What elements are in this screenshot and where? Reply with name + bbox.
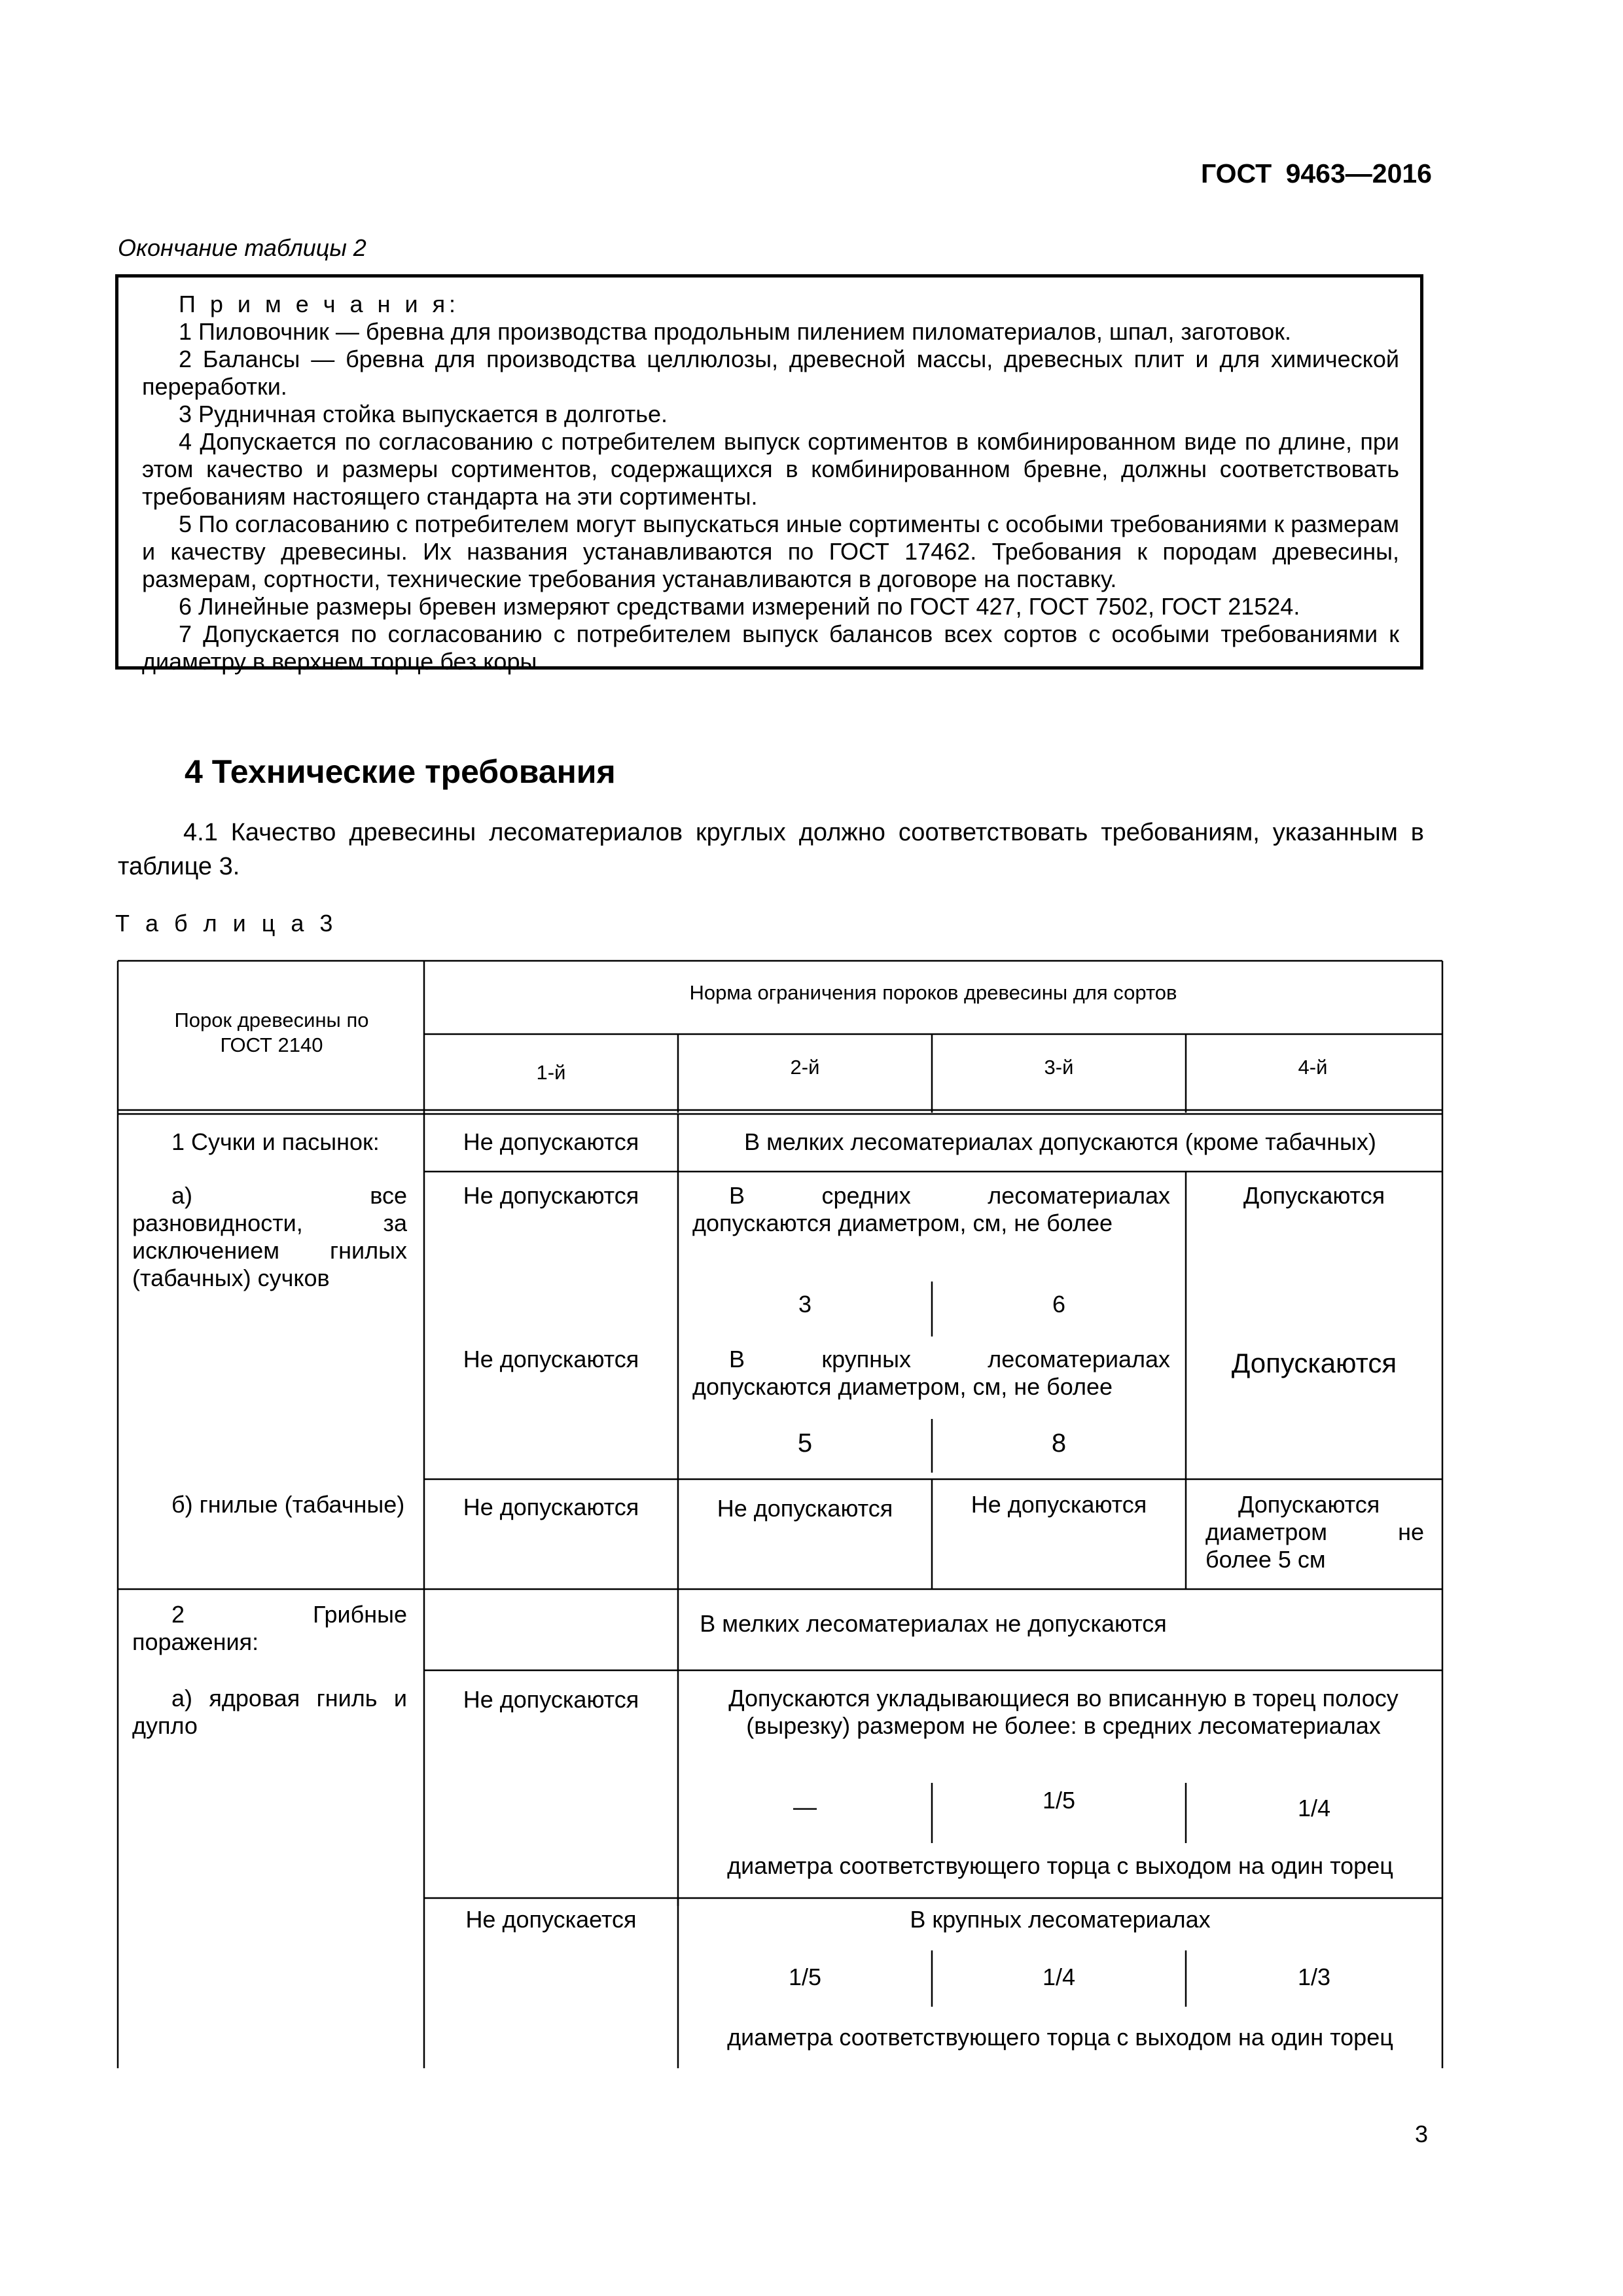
row-fungal-a-medium: Допускаются укладывающиеся во вписанную в торец полосу (вырезку) размером не более: в средних лесоматериалах <box>728 1685 1399 1739</box>
row-knots-a-label: а) все разновидности, за исключением гнилых (табачных) сучков <box>132 1182 407 1291</box>
row-fungal-a-grade-1: Не допускаются <box>463 1686 639 1713</box>
note-6: 6 Линейные размеры бревен измеряют средствами измерений по ГОСТ 427, ГОСТ 7502, ГОСТ 21524. <box>179 593 1300 620</box>
row-fungal-a-grade-4: 1/4 <box>1297 1795 1331 1821</box>
row-fungal-a-grade-3: 1/5 <box>1042 1787 1076 1814</box>
row-fungal-a-footnote: диаметра соответствующего торца с выходом на один торец <box>727 1852 1393 1879</box>
document-code: ГОСТ 9463—2016 <box>1200 158 1432 188</box>
table-continuation-label: Окончание таблицы 2 <box>118 234 366 261</box>
row-knots-a-grade-2: 3 <box>798 1291 812 1318</box>
row-knots-a-medium: В средних лесоматериалах допускаются диаметром, см, не более <box>692 1182 1170 1236</box>
paragraph-4-1-text: 4.1 Качество древесины лесоматериалов круглых должно соответствовать требованиям, указанным в таблице 3. <box>118 819 1424 880</box>
row-fungal-a2-large: В крупных лесоматериалах <box>910 1906 1211 1933</box>
header-grade-4: 4-й <box>1298 1056 1328 1079</box>
row-knots-a-grade-1: Не допускаются <box>463 1182 639 1209</box>
row-fungal-a2-grade-3: 1/4 <box>1042 1964 1076 1990</box>
row-fungal-a2-grade-2: 1/5 <box>788 1964 822 1990</box>
section-title: 4 Технические требования <box>185 753 616 790</box>
row-knots-b-grade-2: Не допускаются <box>717 1495 893 1522</box>
header-defect: Порок древесины по ГОСТ 2140 <box>174 1009 369 1056</box>
note-5: 5 По согласованию с потребителем могут выпускаться иные сортименты с особыми требованиями к размерам и качеству древесины. Их названия устанавливаются по ГОСТ 17462. Требования к породам древесины, размерам, сортности, технические требования устанавливаются в договоре на поставку. <box>142 511 1399 592</box>
row-knots-a-grade-3: 6 <box>1052 1291 1066 1318</box>
note-7: 7 Допускается по согласованию с потребителем выпуск балансов всех сортов с особыми требованиями к диаметру в верхнем торце без коры. <box>142 620 1399 675</box>
row-fungal-span: В мелких лесоматериалах не допускаются <box>700 1610 1167 1637</box>
row-fungal-a2-grade-1: Не допускается <box>465 1906 637 1933</box>
row-knots-a2-large: В крупных лесоматериалах допускаются диаметром, см, не более <box>692 1346 1170 1400</box>
row-knots-a-grade-4: Допускаются <box>1243 1182 1385 1209</box>
row-knots-b-grade-1: Не допускаются <box>463 1494 639 1520</box>
row-fungal-label: 2 Грибные поражения: <box>132 1601 407 1655</box>
row-knots-b-grade-3: Не допускаются <box>971 1491 1147 1518</box>
row-knots-label: 1 Сучки и пасынок: <box>171 1128 380 1155</box>
row-knots-a2-grade-3: 8 <box>1051 1429 1067 1458</box>
row-knots-a2-grade-1: Не допускаются <box>463 1346 639 1372</box>
note-4: 4 Допускается по согласованию с потребителем выпуск сортиментов в комбинированном виде по длине, при этом качество и размеры сортиментов, содержащихся в комбинированном бревне, должны соответствовать требованиям настоящего стандарта на эти сортименты. <box>142 428 1399 510</box>
table-caption: Т а б л и ц а 3 <box>115 910 338 937</box>
page-number: 3 <box>1414 2121 1428 2147</box>
row-knots-b-grade-4: Допускаются диаметром не более 5 см <box>1205 1491 1424 1573</box>
note-2: 2 Балансы — бревна для производства целлюлозы, древесной массы, древесных плит и для химической переработки. <box>142 346 1399 400</box>
row-fungal-a-label: а) ядровая гниль и дупло <box>132 1685 407 1739</box>
row-knots-a2-grade-2: 5 <box>797 1429 813 1458</box>
header-grade-1: 1-й <box>536 1061 566 1084</box>
note-1: 1 Пиловочник — бревна для производства продольным пилением пиломатериалов, шпал, заготовок. <box>179 318 1292 345</box>
note-3: 3 Рудничная стойка выпускается в долготье. <box>179 401 668 427</box>
header-norm: Норма ограничения пороков древесины для сортов <box>689 981 1177 1004</box>
header-grade-2: 2-й <box>790 1056 820 1079</box>
notes-title: П р и м е ч а н и я: <box>179 291 460 317</box>
row-knots-a2-grade-4: Допускаются <box>1231 1348 1397 1378</box>
header-grade-3: 3-й <box>1044 1056 1074 1079</box>
row-fungal-a-grade-2: — <box>793 1793 817 1820</box>
row-knots-b-label: б) гнилые (табачные) <box>171 1491 405 1518</box>
row-fungal-a2-footnote: диаметра соответствующего торца с выходом на один торец <box>727 2024 1393 2051</box>
row-knots-grade-1: Не допускаются <box>463 1128 639 1155</box>
row-knots-span: В мелких лесоматериалах допускаются (кроме табачных) <box>744 1128 1376 1155</box>
row-fungal-a2-grade-4: 1/3 <box>1297 1964 1331 1990</box>
